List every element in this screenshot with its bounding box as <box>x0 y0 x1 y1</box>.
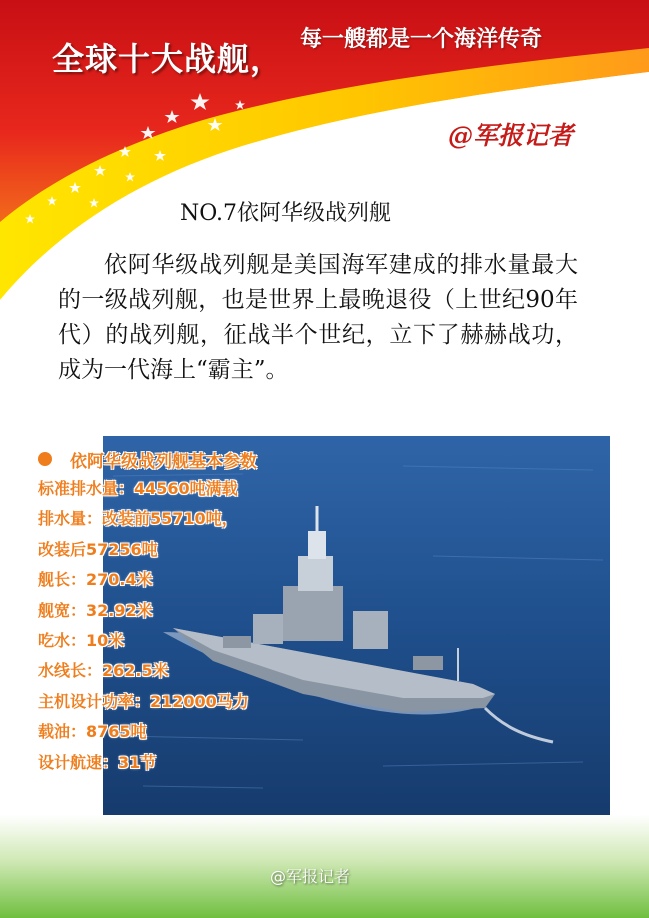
spec-row: 标准排水量：44560吨满载 <box>38 479 238 498</box>
watermark: @军报记者 <box>270 867 351 886</box>
spec-row: 改装后57256吨 <box>38 539 158 559</box>
poster-title: 全球十大战舰， <box>52 40 284 78</box>
article-heading: NO.7依阿华级战列舰 <box>180 201 391 226</box>
spec-row: 载油：8765吨 <box>38 722 147 742</box>
spec-title <box>38 444 257 474</box>
spec-title-label: 依阿华级战列舰基本参数 <box>70 451 257 472</box>
spec-row: 主机设计功率：212000马力 <box>38 691 249 711</box>
article-body: 依阿华级战列舰是美国海军建成的排水量最大的一级战列舰，也是世界上最晚退役（上世纪90年代）的战列舰，征战半个世纪，立下了赫赫战功，成为一代海上“霸主”。 <box>58 252 578 383</box>
spec-row: 舰长：270.4米 <box>38 570 153 590</box>
signature-logo: @军报记者 <box>448 121 574 150</box>
spec-row: 舰宽：32.92米 <box>38 600 153 620</box>
spec-panel <box>38 444 257 778</box>
poster-subtitle: 每一艘都是一个海洋传奇 <box>300 27 543 52</box>
bullet-dot-icon <box>38 452 52 466</box>
spec-row: 设计航速：31节 <box>38 752 157 772</box>
spec-row: 吃水：10米 <box>38 630 125 650</box>
spec-row: 排水量：改装前55710吨， <box>38 509 238 529</box>
spec-row: 水线长：262.5米 <box>38 661 169 681</box>
